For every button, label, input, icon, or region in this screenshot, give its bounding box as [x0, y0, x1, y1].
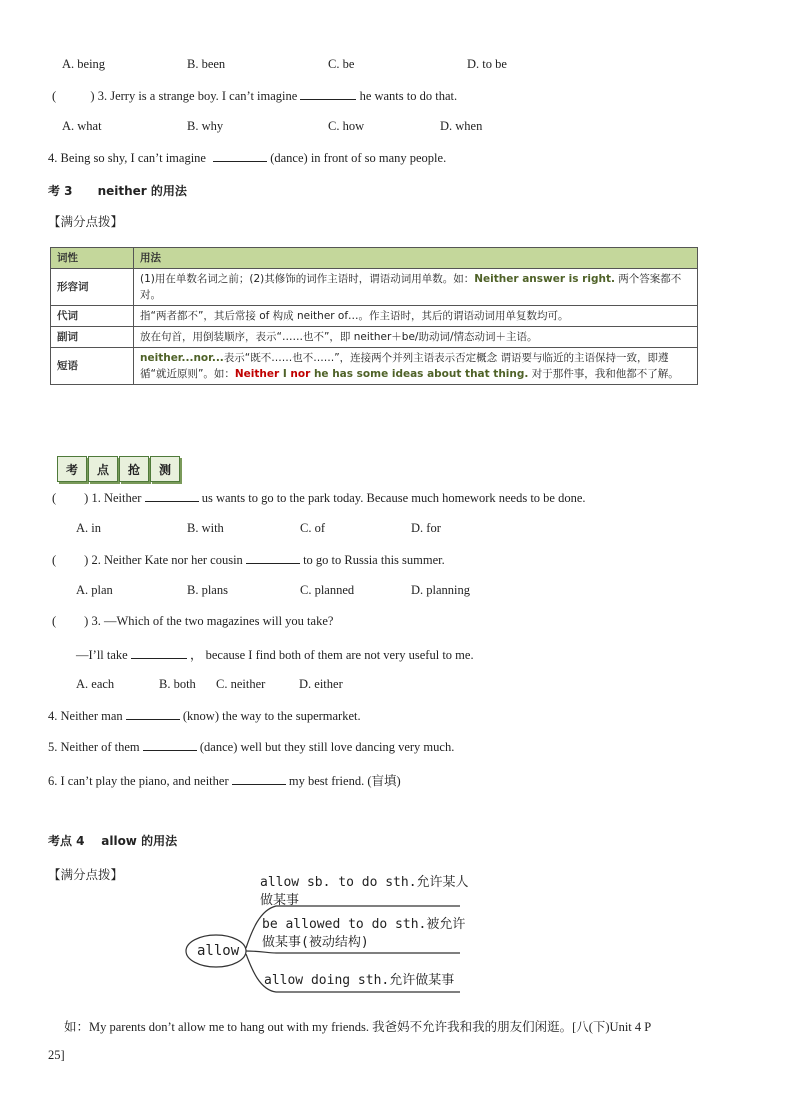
branch-1-line2: 做某事 — [260, 893, 300, 908]
usage-table — [50, 247, 698, 385]
exercise-1 — [52, 490, 586, 506]
answer-text: —I’ll take — [76, 648, 128, 662]
row-pos: 形容词 — [51, 269, 134, 306]
tab-char: 测 — [150, 456, 180, 482]
question-text: 5. Neither of them — [48, 740, 140, 754]
center-label: allow — [197, 943, 240, 959]
option-a: A. plan — [76, 583, 113, 597]
question-text: 6. I can’t play the piano, and neither — [48, 774, 229, 788]
option-a: A. what — [62, 119, 102, 133]
question-text: 4. Neither man — [48, 709, 123, 723]
exercise-5 — [48, 739, 454, 755]
option-a: A. in — [76, 521, 101, 535]
row-pos: 副词 — [51, 327, 134, 348]
option-c: C. be — [328, 57, 355, 71]
option-d: D. for — [411, 521, 441, 535]
example-red-2: nor — [290, 368, 311, 380]
option-d: D. when — [440, 119, 483, 133]
option-c: C. neither — [216, 677, 266, 691]
question-4 — [48, 150, 446, 166]
row-pos: 代词 — [51, 306, 134, 327]
exercise-6 — [48, 771, 401, 789]
example-cn: 两个答案都不对。 — [140, 273, 682, 301]
option-a: A. being — [62, 57, 106, 71]
tip-label: 【满分点拨】 — [48, 867, 124, 882]
question-text-end: (dance) in front of so many people. — [270, 151, 447, 165]
question-text-end: he wants to do that. — [359, 89, 458, 103]
option-d: D. planning — [411, 583, 471, 597]
row-usage — [134, 269, 698, 306]
tab-char: 点 — [88, 456, 118, 482]
tab-char: 考 — [57, 456, 87, 482]
exercise-3-answer — [76, 645, 474, 663]
exercise-4 — [48, 708, 361, 724]
option-c: C. how — [328, 119, 365, 133]
answer-blank[interactable] — [145, 490, 199, 502]
quiz-tab-label — [57, 456, 181, 482]
answer-blank[interactable] — [300, 88, 356, 100]
branch-2-line2: 做某事(被动结构) — [262, 935, 369, 950]
question-text-end: (dance) well but they still love dancing very much. — [199, 740, 455, 754]
answer-blank[interactable] — [213, 150, 267, 162]
row-usage: 放在句首，用倒装顺序，表示“……也不”，即 neither＋be/助动词/情态动词＋主语。 — [134, 327, 698, 348]
question-text: 1. Neither — [91, 491, 142, 505]
option-b: B. both — [159, 677, 196, 691]
option-b: B. been — [187, 57, 226, 71]
option-d: D. either — [299, 677, 343, 691]
question-text-end: to go to Russia this summer. — [303, 553, 445, 567]
question-text: 3. Jerry is a strange boy. I can’t imagine — [97, 89, 298, 103]
question-text-end: my best friend. (盲填) — [288, 774, 401, 788]
example-red-1: Neither — [234, 368, 280, 380]
answer-blank[interactable] — [143, 739, 197, 751]
example-line-2: 25] — [48, 1048, 65, 1062]
example-green-1: I — [279, 368, 291, 380]
question-text-end: us wants to go to the park today. Because much homework needs to be done. — [201, 491, 586, 505]
section-heading: 考 3 neither 的用法 — [48, 184, 187, 198]
tip-label: 【满分点拨】 — [48, 214, 124, 229]
option-d: D. to be — [467, 57, 507, 71]
table-row — [51, 327, 698, 348]
answer-text-end: ， because I find both of them are not very useful to me. — [189, 648, 474, 662]
option-a: A. each — [76, 677, 115, 691]
example-en: Neither answer is right. — [474, 273, 615, 285]
answer-blank[interactable] — [232, 773, 286, 785]
example-cn: 对于那件事，我和他都不了解。 — [528, 368, 679, 380]
question-3 — [52, 88, 457, 104]
paren-open: ( — [52, 491, 57, 505]
exercise-3 — [52, 614, 333, 629]
header-pos: 词性 — [51, 248, 134, 269]
usage-text: 表示“既不……也不……”，连接两个并列主语表示否定概念 谓语要与临近的主语保持一致，即遵循“就近原则”。如： — [140, 352, 669, 380]
table-row — [51, 306, 698, 327]
paren-open: ( — [52, 553, 57, 567]
table-row — [51, 348, 698, 385]
option-b: B. with — [187, 521, 224, 535]
branch-1-line1: allow sb. to do sth.允许某人 — [260, 875, 469, 890]
section-heading: 考点 4 allow 的用法 — [48, 834, 178, 848]
option-b: B. why — [187, 119, 224, 133]
row-usage: 指“两者都不”，其后常接 of 构成 neither of…。作主语时，其后的谓语动词用单复数均可。 — [134, 306, 698, 327]
table-row — [51, 269, 698, 306]
answer-blank[interactable] — [131, 647, 187, 659]
answer-blank[interactable] — [246, 552, 300, 564]
question-text: 2. Neither Kate nor her cousin — [91, 553, 243, 567]
header-usage: 用法 — [134, 248, 698, 269]
paren-close: ) — [84, 553, 89, 567]
question-text: 4. Being so shy, I can’t imagine — [48, 151, 206, 165]
option-c: C. planned — [300, 583, 355, 597]
option-b: B. plans — [187, 583, 228, 597]
paren-close: ) — [84, 614, 89, 628]
branch-3: allow doing sth.允许做某事 — [264, 973, 455, 988]
paren-close: ) — [90, 89, 95, 103]
usage-text: (1)用在单数名词之前；(2)其修饰的词作主语时，谓语动词用单数。如： — [140, 273, 475, 285]
branch-2-line1: be allowed to do sth.被允许 — [262, 917, 466, 932]
example-line-1: 如：My parents don’t allow me to hang out with my friends. 我爸妈不允许我和我的朋友们闲逛。[八(下)Unit 4 P — [64, 1020, 652, 1034]
tab-char: 抢 — [119, 456, 149, 482]
question-text: 3. —Which of the two magazines will you take? — [91, 614, 334, 628]
exercise-2 — [52, 552, 445, 568]
row-usage — [134, 348, 698, 385]
paren-open: ( — [52, 89, 57, 103]
option-c: C. of — [300, 521, 325, 535]
paren-close: ) — [84, 491, 89, 505]
answer-blank[interactable] — [126, 708, 180, 720]
table-header-row — [51, 248, 698, 269]
phrase-en: neither...nor... — [140, 352, 224, 364]
question-text-end: (know) the way to the supermarket. — [182, 709, 361, 723]
paren-open: ( — [52, 614, 57, 628]
example-green-2: he has some ideas about that thing. — [310, 368, 529, 380]
row-pos: 短语 — [51, 348, 134, 385]
